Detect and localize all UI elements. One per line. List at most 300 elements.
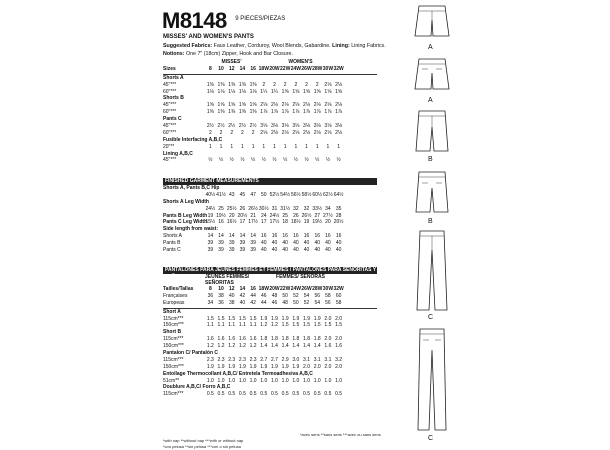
row-label: 60"*** <box>163 88 177 95</box>
value-cell: 17½ <box>269 219 280 226</box>
value-cell: 1⅞ <box>335 109 343 116</box>
value-cell: 38 <box>218 292 224 299</box>
row-label: Françaises <box>163 292 188 299</box>
row-label: 45"*** <box>163 123 177 130</box>
value-cell: 64½ <box>333 191 344 198</box>
side-a-row: Shorts A 14 14 14 14 14 16 16 16 16 16 16 16 16 <box>163 233 377 240</box>
value-cell: 1.4 <box>281 343 289 350</box>
value-cell: 24 <box>261 212 267 219</box>
value-cell: 2⅛ <box>324 129 332 136</box>
value-cell: 2 <box>230 129 234 136</box>
value-cell: 2 <box>219 129 223 136</box>
value-cell: 39 <box>250 247 256 254</box>
value-cell: 1.9 <box>281 315 289 322</box>
value-cell: 58 <box>335 299 342 306</box>
value-cell: 2 <box>294 81 298 88</box>
value-cell: 2⅛ <box>303 129 310 136</box>
side-length-label: Side length from waist: <box>163 226 219 233</box>
value-cell: 0.5 <box>206 391 214 398</box>
value-cell: 33½ <box>312 205 323 212</box>
value-cell: 1.8 <box>313 336 321 343</box>
size-cell: 18W <box>258 65 269 72</box>
value-cell: 1.4 <box>313 343 321 350</box>
value-cell: 58 <box>325 292 331 299</box>
value-cell: 2⅛ <box>324 102 332 109</box>
value-cell: 2 <box>273 81 276 88</box>
value-cell: 1 <box>305 143 308 150</box>
size-cell: 10 <box>218 65 224 72</box>
size-cell: 12 <box>228 65 235 72</box>
value-cell: 1.2 <box>228 343 236 350</box>
notions-line: Notions: One 7" (18cm) Zipper, Hook and Bar Closure. <box>163 51 293 57</box>
value-cell: 25 <box>218 205 224 212</box>
shorts-a-back-drawing <box>413 55 453 95</box>
footnote-french: *avec sens **sans sens ***avec ou sans sens <box>300 432 381 437</box>
value-cell: 40½ <box>205 191 216 198</box>
value-cell: 2.0 <box>324 315 332 322</box>
value-cell: 21 <box>250 212 256 219</box>
value-cell: 54 <box>303 292 310 299</box>
value-cell: 2.0 <box>324 363 332 370</box>
value-cell: 16 <box>335 233 342 240</box>
value-cell: 2 <box>241 129 244 136</box>
footnote-english: *with nap **without nap ***with or without nap <box>163 438 244 443</box>
value-cell: 1⅜ <box>206 109 214 116</box>
row-label: 45"*** <box>163 157 177 164</box>
value-cell: 19½ <box>216 212 226 219</box>
value-cell: ½ <box>283 157 288 164</box>
value-cell: 30W <box>322 286 334 292</box>
value-cell: 1⅛ <box>228 88 236 95</box>
value-cell: 56 <box>325 299 331 306</box>
table-row <box>163 109 377 116</box>
row-label: Entoilage Thermocollant A,B,C/ Entretela Termoadhesiva A,B,C <box>163 370 313 377</box>
side-b-row: Pants B 39 39 39 39 39 40 40 40 40 40 40 40 40 <box>163 240 377 247</box>
value-cell: ½ <box>229 157 234 164</box>
value-cell: 1⅝ <box>206 102 214 109</box>
value-cell: 39 <box>218 240 224 247</box>
value-cell: 44 <box>261 299 267 306</box>
value-cell: 1.4 <box>260 343 268 350</box>
value-cell: 1⅜ <box>238 109 246 116</box>
value-cell: 16 <box>303 233 310 240</box>
value-cell: 2.3 <box>228 356 236 363</box>
value-cell: 2.9 <box>281 356 289 363</box>
value-cell: 45 <box>239 191 246 198</box>
row-label: 115cm*** <box>163 315 184 322</box>
fig-label-a1: A <box>428 44 433 51</box>
value-cell: 40 <box>303 240 310 247</box>
value-cell: 2⅛ <box>260 129 268 136</box>
hip-label: Shorts A, Pants B,C Hip <box>163 185 220 191</box>
value-cell: 16 <box>250 286 256 292</box>
value-cell: 62½ <box>323 191 333 198</box>
value-cell: 39 <box>250 240 256 247</box>
value-cell: 2.0 <box>313 363 321 370</box>
value-cell: 15½ <box>205 219 216 226</box>
value-cell: 32 <box>303 205 310 212</box>
value-cell: 3.2 <box>335 356 343 363</box>
value-cell: 1.0 <box>238 377 246 384</box>
value-cell: 54 <box>314 299 320 306</box>
value-cell: 14 <box>250 233 256 240</box>
value-cell: 1.5 <box>228 315 236 322</box>
value-cell: ½ <box>336 157 341 164</box>
value-cell: 1.5 <box>238 315 246 322</box>
value-cell: 16 <box>293 233 299 240</box>
row-label: 45"*** <box>163 81 177 88</box>
value-cell: 3⅛ <box>260 123 268 130</box>
pants-c-back-drawing <box>415 326 451 434</box>
value-cell: 2.3 <box>238 356 246 363</box>
section-label <box>163 116 377 123</box>
value-cell: 1⅞ <box>260 109 268 116</box>
value-cell: 0.5 <box>313 391 321 398</box>
row-label: Shorts B <box>163 95 184 102</box>
value-cell: 1 <box>315 143 319 150</box>
value-cell: 1.2 <box>217 343 225 350</box>
value-cell: 2 <box>305 81 308 88</box>
value-cell: 0.5 <box>303 391 310 398</box>
value-cell: 2½ <box>249 123 257 130</box>
row-label: Fusible Interfacing A,B,C <box>163 136 223 143</box>
value-cell: 1.5 <box>324 322 332 329</box>
group-header-row <box>163 59 377 66</box>
section-label <box>163 95 377 102</box>
hip-row <box>163 192 377 199</box>
value-cell: 16 <box>271 233 278 240</box>
table-row <box>163 336 377 343</box>
value-cell: 2 <box>251 129 255 136</box>
row-label: Shorts A <box>163 74 184 81</box>
value-cell: 3.1 <box>303 356 310 363</box>
fig-label-c1: C <box>428 314 434 321</box>
value-cell: 31½ <box>280 205 291 212</box>
row-label: 45"*** <box>163 102 177 109</box>
row-label: 150cm*** <box>163 363 184 370</box>
value-cell: 1⅝ <box>281 88 289 95</box>
row-label: 115cm*** <box>163 356 184 363</box>
value-cell: 1.5 <box>217 315 225 322</box>
value-cell: 20 <box>228 212 235 219</box>
value-cell: 1 <box>251 143 255 150</box>
value-cell: 8 <box>208 286 212 292</box>
value-cell: 58½ <box>301 191 312 198</box>
value-cell: 1.0 <box>249 377 257 384</box>
value-cell: 19 <box>207 212 214 219</box>
leg-label: Shorts A Leg Width <box>163 198 209 205</box>
value-cell: 27½ <box>323 212 333 219</box>
value-cell: 1.0 <box>217 377 225 384</box>
value-cell: 1.6 <box>206 336 214 343</box>
value-cell: 1.0 <box>270 377 278 384</box>
table-row <box>163 364 377 371</box>
value-cell: 1⅝ <box>313 88 321 95</box>
value-cell: ½ <box>304 157 309 164</box>
value-cell: ½ <box>293 157 298 164</box>
value-cell: 1.5 <box>303 322 310 329</box>
value-cell: 31 <box>271 205 278 212</box>
value-cell: 40 <box>282 240 288 247</box>
value-cell: 3⅛ <box>281 123 289 130</box>
fig-label-b1: B <box>428 156 433 163</box>
value-cell: 40 <box>303 247 310 254</box>
value-cell: 3.1 <box>324 356 332 363</box>
section-label <box>163 371 377 378</box>
value-cell: 48 <box>271 292 278 299</box>
value-cell: 28 <box>335 212 342 219</box>
value-cell: 1⅜ <box>249 81 257 88</box>
value-cell: 39 <box>239 247 246 254</box>
shorts-a-front-drawing <box>413 2 453 42</box>
value-cell: 40 <box>228 292 235 299</box>
value-cell: 52 <box>303 299 310 306</box>
value-cell: 17 <box>239 219 246 226</box>
value-cell: 14 <box>239 233 246 240</box>
value-cell: 20W <box>269 286 280 292</box>
row-label: Short B <box>163 329 182 336</box>
metric-bar: PANTALONES PARA JEUNES FEMMES ET FEMMES / PANTALONES PARA SEÑORITAS Y SEÑORAS <box>165 267 377 280</box>
value-cell: ½ <box>208 157 213 164</box>
value-cell: 1.9 <box>270 363 278 370</box>
value-cell: 40 <box>239 299 246 306</box>
row-label: 51cm** <box>163 377 180 384</box>
table-row <box>163 102 377 109</box>
value-cell: 48 <box>282 299 288 306</box>
value-cell: 0.5 <box>281 391 289 398</box>
value-cell: 3⅛ <box>303 123 310 130</box>
value-cell: 2.0 <box>324 336 332 343</box>
value-cell: ½ <box>325 157 330 164</box>
row-label: Lining A,B,C <box>163 150 193 157</box>
value-cell: 1⅞ <box>270 109 278 116</box>
value-cell: 0.5 <box>270 391 278 398</box>
value-cell: 50 <box>261 191 267 198</box>
value-cell: 1⅞ <box>324 109 332 116</box>
value-cell: 39 <box>228 247 235 254</box>
value-cell: 1.1 <box>228 322 236 329</box>
value-cell: 3⅛ <box>324 123 332 130</box>
section-label <box>163 329 377 336</box>
value-cell: 24½ <box>205 205 216 212</box>
pants-c-leg-row: Pants C Leg Width 15½ 16 16½ 17 17½ 17 17½ 18 18½ 19 19½ 20 20½ <box>163 219 344 226</box>
table-row <box>163 144 377 151</box>
size-cell: 8 <box>208 65 212 72</box>
value-cell: 27 <box>314 212 320 219</box>
section-label <box>163 137 377 144</box>
yardage-table <box>163 59 377 164</box>
value-cell: 1 <box>219 143 223 150</box>
fig-label-b2: B <box>428 218 433 225</box>
row-label: Europeas <box>163 299 185 306</box>
value-cell: 30½ <box>258 205 269 212</box>
value-cell: 0.5 <box>324 391 332 398</box>
value-cell: 1 <box>294 143 298 150</box>
table-row <box>163 343 377 350</box>
table-row <box>163 316 377 323</box>
pattern-header <box>162 8 285 34</box>
pants-c-front-drawing <box>415 228 451 314</box>
row-label: Tailles/Tallas <box>163 286 194 292</box>
value-cell: 1.9 <box>238 363 246 370</box>
value-cell: 1.9 <box>206 363 214 370</box>
value-cell: 2⅛ <box>270 102 278 109</box>
value-cell: 50 <box>293 299 299 306</box>
value-cell: 2⅛ <box>260 102 268 109</box>
value-cell: 1⅝ <box>335 88 343 95</box>
value-cell: 40 <box>293 247 299 254</box>
fig-label-c2: C <box>428 435 434 442</box>
value-cell: 1.8 <box>281 336 289 343</box>
value-cell: 1 <box>283 143 287 150</box>
value-cell: 1.6 <box>238 336 246 343</box>
value-cell: 1⅜ <box>228 109 236 116</box>
value-cell: 40 <box>261 247 267 254</box>
value-cell: 44 <box>250 292 256 299</box>
value-cell: 32W <box>333 286 344 292</box>
pieces-count: 9 PIECES/PIEZAS <box>235 16 286 22</box>
value-cell: 1.8 <box>303 336 310 343</box>
row-label: 60"*** <box>163 129 177 136</box>
value-cell: 1¼ <box>260 88 268 95</box>
value-cell: 14 <box>218 233 224 240</box>
value-cell: 2⅛ <box>313 102 321 109</box>
value-cell: 43 <box>228 191 235 198</box>
value-cell: 1.1 <box>238 322 246 329</box>
value-cell: 1¼ <box>270 88 278 95</box>
value-cell: 1.6 <box>217 336 225 343</box>
value-cell: 2.3 <box>217 356 225 363</box>
value-cell: 14 <box>228 233 235 240</box>
value-cell: 28W <box>312 286 323 292</box>
value-cell: 2.0 <box>335 336 343 343</box>
value-cell: 1 <box>326 143 330 150</box>
value-cell: 1.9 <box>249 363 257 370</box>
value-cell: ½ <box>240 157 245 164</box>
section-label <box>163 75 377 82</box>
value-cell: 2½ <box>238 123 246 130</box>
pants-b-leg-row: Pants B Leg Width 19 19½ 20 20½ 21 24 24½ 25 26 26½ 27 27½ 28 <box>163 213 377 220</box>
value-cell: 1.5 <box>335 322 343 329</box>
value-cell: 2⅛ <box>335 81 343 88</box>
value-cell: 22W <box>280 286 291 292</box>
value-cell: 17 <box>261 219 267 226</box>
value-cell: 40 <box>325 247 331 254</box>
value-cell: 1.4 <box>292 343 300 350</box>
finished-measurements <box>163 178 377 254</box>
value-cell: 26W <box>301 286 312 292</box>
row-label: Doublure A,B,C/ Forro A,B,C <box>163 384 231 391</box>
value-cell: 0.5 <box>217 391 225 398</box>
value-cell: 14 <box>239 286 246 292</box>
size-cell: 16 <box>250 65 256 72</box>
value-cell: 16½ <box>226 219 237 226</box>
value-cell: 12 <box>228 286 235 292</box>
value-cell: 1.6 <box>249 336 257 343</box>
value-cell: 40 <box>314 247 320 254</box>
value-cell: 3⅛ <box>313 123 321 130</box>
table-row <box>163 378 377 385</box>
value-cell: 2½ <box>228 123 236 130</box>
metric-table <box>163 267 377 398</box>
value-cell: 1.9 <box>217 363 225 370</box>
size-cell: 26W <box>301 65 312 72</box>
value-cell: 1 <box>230 143 234 150</box>
row-label: Pants C <box>163 116 182 123</box>
value-cell: 1⅝ <box>217 102 225 109</box>
value-cell: 2⅛ <box>335 129 343 136</box>
value-cell: 52 <box>293 292 299 299</box>
value-cell: 34 <box>207 299 214 306</box>
value-cell: 1.2 <box>206 343 214 350</box>
value-cell: 1.8 <box>292 336 300 343</box>
value-cell: 1.1 <box>206 322 214 329</box>
row-label: 60"*** <box>163 109 177 116</box>
value-cell: 1.8 <box>270 336 278 343</box>
value-cell: 54½ <box>280 191 291 198</box>
pattern-number: M8148 <box>162 8 227 33</box>
size-cell: 14 <box>239 65 246 72</box>
metric-size-row <box>163 286 377 293</box>
value-cell: 40 <box>271 240 278 247</box>
value-cell: 1⅞ <box>281 109 289 116</box>
value-cell: 1.5 <box>313 322 321 329</box>
value-cell: 0.5 <box>292 391 300 398</box>
value-cell: 60 <box>335 292 342 299</box>
value-cell: 10 <box>218 286 224 292</box>
value-cell: 1.1 <box>249 322 257 329</box>
value-cell: 46 <box>271 299 278 306</box>
row-label: Pantalon C/ Pantalón C <box>163 350 219 357</box>
value-cell: 1.0 <box>228 377 236 384</box>
value-cell: 1.9 <box>303 315 310 322</box>
value-cell: 3⅛ <box>292 123 300 130</box>
value-cell: 25½ <box>226 205 237 212</box>
value-cell: 18½ <box>290 219 301 226</box>
value-cell: 2⅛ <box>324 81 332 88</box>
size-cell: 20W <box>269 65 280 72</box>
women-group: WOMEN'S <box>288 59 313 65</box>
value-cell: 2⅛ <box>281 102 289 109</box>
row-label: 115cm*** <box>163 391 184 398</box>
value-cell: 2.0 <box>335 315 343 322</box>
value-cell: 3.0 <box>292 356 300 363</box>
value-cell: 1.0 <box>324 377 332 384</box>
value-cell: 2.0 <box>335 363 343 370</box>
value-cell: 1.1 <box>217 322 225 329</box>
value-cell: 1⅜ <box>217 81 225 88</box>
value-cell: 40 <box>314 240 320 247</box>
value-cell: 39 <box>218 247 224 254</box>
value-cell: 2⅛ <box>292 129 300 136</box>
value-cell: 2.7 <box>270 356 278 363</box>
value-cell: 39 <box>239 240 246 247</box>
value-cell: 39 <box>207 240 214 247</box>
value-cell: 1⅝ <box>303 88 310 95</box>
fabrics-line: Suggested Fabrics: Faux Leather, Corduroy, Wool Blends, Gabardine. Lining: Lining Fabrics. <box>163 43 386 49</box>
value-cell: 18W <box>258 286 269 292</box>
value-cell: ½ <box>251 157 256 164</box>
size-cell: 30W <box>322 65 334 72</box>
value-cell: 26 <box>293 212 299 219</box>
value-cell: 56 <box>314 292 320 299</box>
value-cell: 1⅞ <box>313 109 321 116</box>
value-cell: 1.5 <box>292 322 300 329</box>
value-cell: 40 <box>335 247 342 254</box>
row-label: 150cm*** <box>163 343 184 350</box>
table-row <box>163 391 377 398</box>
value-cell: 50 <box>282 292 288 299</box>
